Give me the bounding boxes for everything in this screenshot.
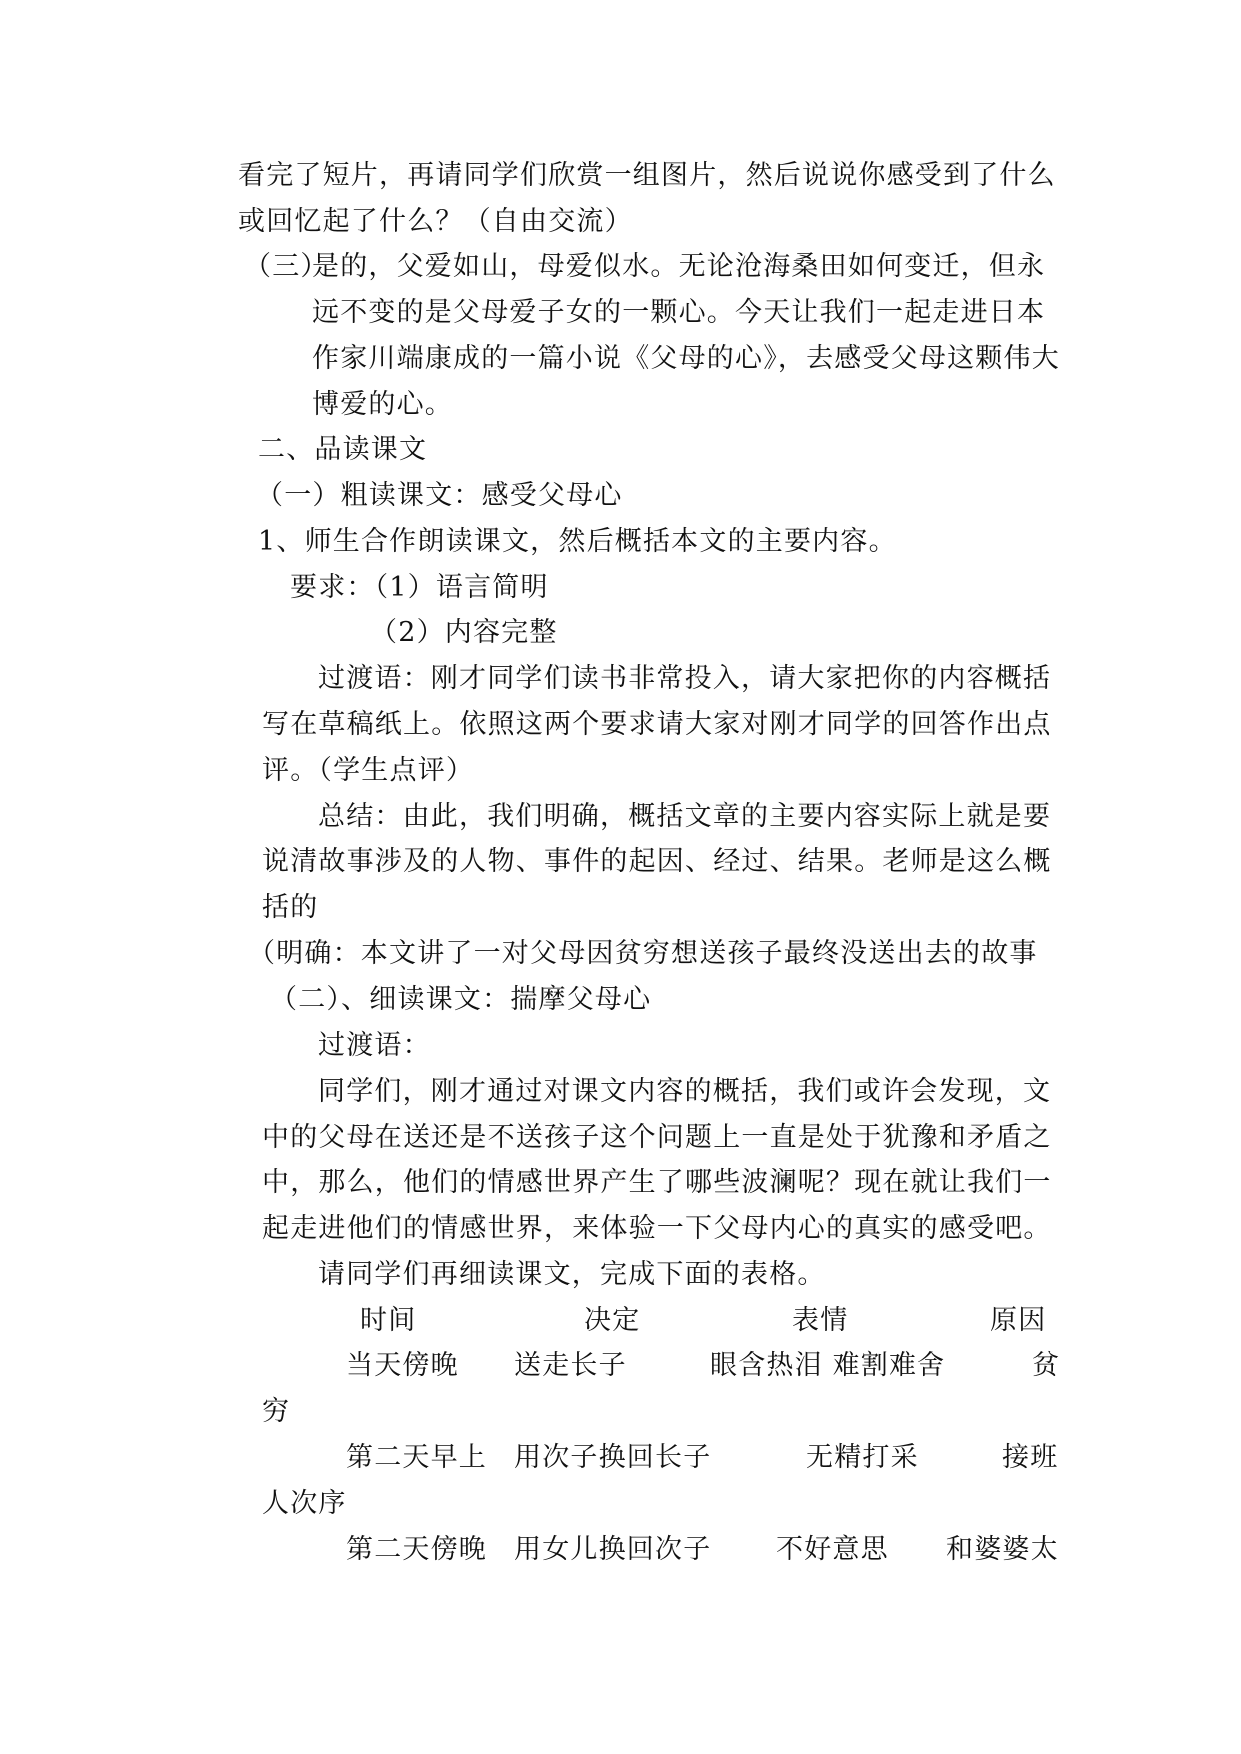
paragraph-line-2: 中的父母在送还是不送孩子这个问题上一直是处于犹豫和矛盾之	[262, 1122, 1052, 1153]
clarify-line: （明确：本文讲了一对父母因贫穷想送孩子最终没送出去的故事	[248, 938, 1038, 969]
table-row-2-expression: 无精打采	[806, 1442, 919, 1473]
requirement-2: （2）内容完整	[370, 617, 558, 648]
part-2-1-heading: （一）粗读课文：感受父母心	[256, 480, 623, 511]
instruction-line: 请同学们再细读课文，完成下面的表格。	[318, 1259, 826, 1290]
transition-1-line-1: 过渡语：刚才同学们读书非常投入，请大家把你的内容概括	[318, 663, 1052, 694]
transition-1-line-2: 写在草稿纸上。依照这两个要求请大家对刚才同学的回答作出点	[262, 709, 1052, 740]
part-2-heading: 二、品读课文	[258, 434, 428, 465]
table-row-1-reason-wrap: 穷	[262, 1396, 291, 1427]
table-row-2-reason: 接班	[1002, 1442, 1059, 1473]
table-row-1-decision: 送走长子	[514, 1350, 627, 1381]
section-3-marker: （三）	[244, 251, 329, 282]
section-3-line-1: 是的，父爱如山，母爱似水。无论沧海桑田如何变迁，但永	[312, 251, 1046, 282]
table-row-1-time: 当天傍晚	[346, 1350, 459, 1381]
section-3-line-4: 博爱的心。	[312, 389, 453, 420]
task-1: 1、师生合作朗读课文，然后概括本文的主要内容。	[258, 526, 897, 557]
table-row-2-time: 第二天早上	[346, 1442, 487, 1473]
transition-1-line-3: 评。（学生点评）	[262, 755, 475, 786]
section-3-line-3: 作家川端康成的一篇小说《父母的心》，去感受父母这颗伟大	[312, 343, 1060, 374]
part-2-2-heading: （二）、细读课文：揣摩父母心	[270, 984, 652, 1015]
paragraph-line-3: 中，那么，他们的情感世界产生了哪些波澜呢？现在就让我们一	[262, 1167, 1052, 1198]
table-row-2-reason-wrap: 人次序	[262, 1488, 347, 1519]
requirement-1: 要求：（1）语言简明	[290, 572, 549, 603]
table-row-1-reason: 贫	[1032, 1350, 1061, 1381]
intro-line-1: 看完了短片，再请同学们欣赏一组图片，然后说说你感受到了什么	[238, 160, 1056, 191]
paragraph-line-1: 同学们，刚才通过对课文内容的概括，我们或许会发现，文	[318, 1076, 1052, 1107]
table-row-3-decision: 用女儿换回次子	[514, 1534, 712, 1565]
transition-2-label: 过渡语：	[318, 1030, 431, 1061]
table-row-3-expression: 不好意思	[776, 1534, 889, 1565]
table-header-decision: 决定	[584, 1305, 641, 1336]
table-header-reason: 原因	[990, 1305, 1047, 1336]
table-header-expression: 表情	[792, 1305, 849, 1336]
intro-line-2: 或回忆起了什么？（自由交流）	[238, 206, 633, 237]
table-row-3-time: 第二天傍晚	[346, 1534, 487, 1565]
summary-line-1: 总结：由此，我们明确，概括文章的主要内容实际上就是要	[318, 801, 1052, 832]
table-row-1-expression: 眼含热泪 难割难舍	[710, 1350, 946, 1381]
table-row-2-decision: 用次子换回长子	[514, 1442, 712, 1473]
summary-line-2: 说清故事涉及的人物、事件的起因、经过、结果。老师是这么概	[262, 846, 1052, 877]
paragraph-line-4: 起走进他们的情感世界，来体验一下父母内心的真实的感受吧。	[262, 1213, 1052, 1244]
summary-line-3: 括的	[262, 892, 319, 923]
section-3-line-2: 远不变的是父母爱子女的一颗心。今天让我们一起走进日本	[312, 297, 1046, 328]
table-row-3-reason: 和婆婆太	[946, 1534, 1059, 1565]
table-header-time: 时间	[360, 1305, 417, 1336]
